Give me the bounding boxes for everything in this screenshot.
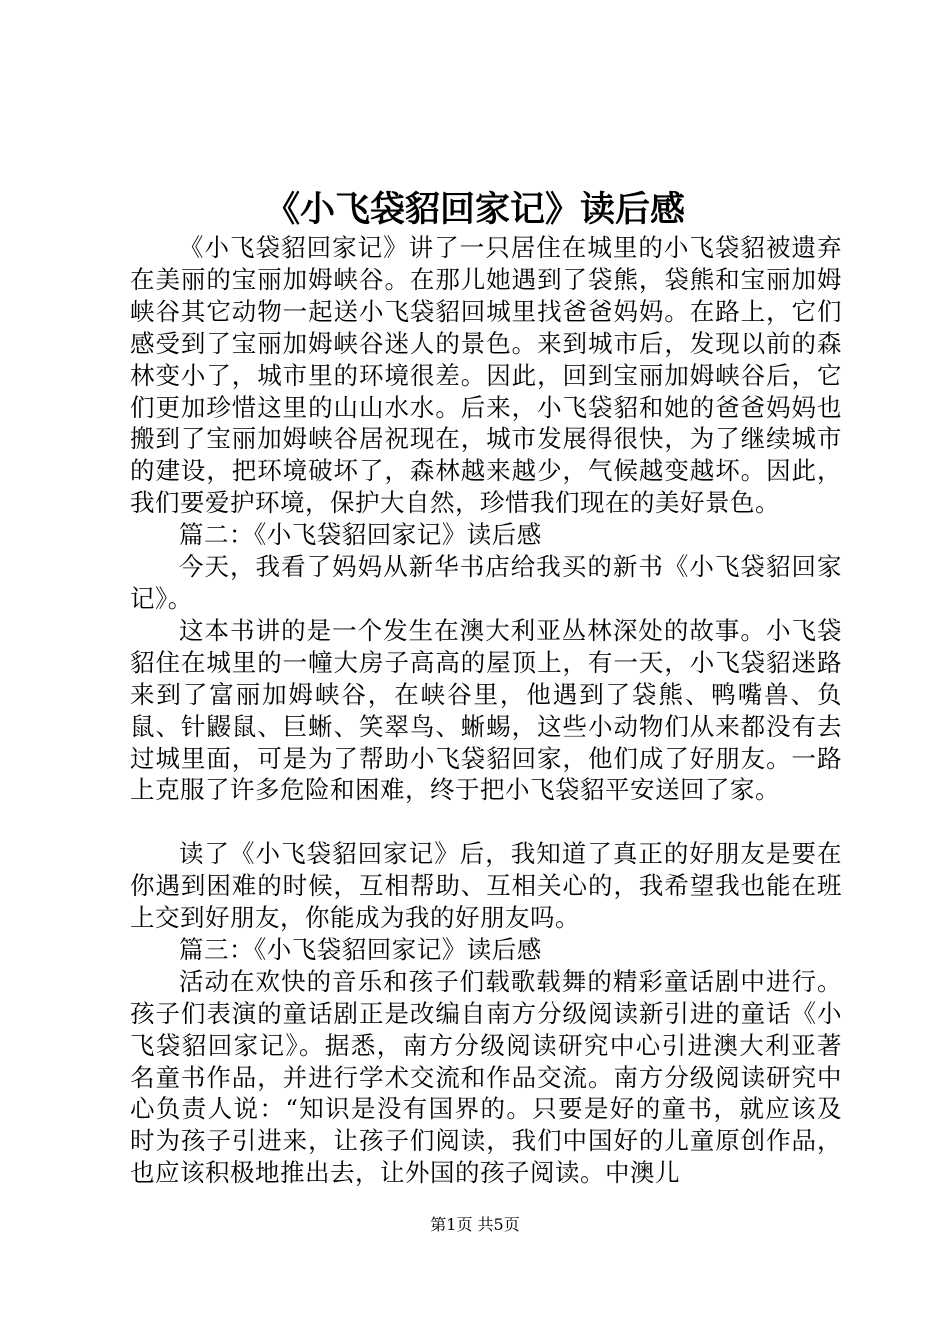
- paragraph-activity: 活动在欢快的音乐和孩子们载歌载舞的精彩童话剧中进行。孩子们表演的童话剧正是改编自南方分级阅读新引进的童话《小飞袋貂回家记》。据悉，南方分级阅读研究中心引进澳大利亚著名童书作品，并进行学术交流和作品交流。南方分级阅读研究中心负责人说：“知识是没有国界的。只要是好的童书，就应该及时为孩子引进来，让孩子们阅读，我们中国好的儿童原创作品，也应该积极地推出去，让外国的孩子阅读。中澳儿: [130, 966, 842, 1188]
- section-heading-part-two: 篇二：《小飞袋貂回家记》读后感: [179, 520, 542, 550]
- document-title: 《小飞袋貂回家记》读后感: [264, 190, 685, 230]
- document-body: [130, 232, 842, 1189]
- paragraph-reflection: 读了《小飞袋貂回家记》后，我知道了真正的好朋友是要在你遇到困难的时候，互相帮助、互相关心的，我希望我也能在班上交到好朋友，你能成为我的好朋友吗。: [130, 839, 842, 933]
- paragraph-story: 这本书讲的是一个发生在澳大利亚丛林深处的故事。小飞袋貂住在城里的一幢大房子高高的屋顶上，有一天，小飞袋貂迷路来到了富丽加姆峡谷，在峡谷里，他遇到了袋熊、鸭嘴兽、负鼠、针鼹鼠、巨蜥、笑翠鸟、蜥蜴，这些小动物们从来都没有去过城里面，可是为了帮助小飞袋貂回家，他们成了好朋友。一路上克服了许多危险和困难，终于把小飞袋貂平安送回了家。: [130, 615, 842, 805]
- paragraph-summary: 《小飞袋貂回家记》讲了一只居住在城里的小飞袋貂被遗弃在美丽的宝丽加姆峡谷。在那儿她遇到了袋熊，袋熊和宝丽加姆峡谷其它动物一起送小飞袋貂回城里找爸爸妈妈。在路上，它们感受到了宝丽加姆峡谷迷人的景色。来到城市后，发现以前的森林变小了，城市里的环境很差。因此，回到宝丽加姆峡谷后，它们更加珍惜这里的山山水水。后来，小飞袋貂和她的爸爸妈妈也搬到了宝丽加姆峡谷居祝现在，城市发展得很快，为了继续城市的建设，把环境破坏了，森林越来越少，气候越变越坏。因此，我们要爱护环境，保护大自然，珍惜我们现在的美好景色。: [130, 233, 842, 518]
- paragraph-new-book: 今天，我看了妈妈从新华书店给我买的新书《小飞袋貂回家记》。: [130, 552, 842, 613]
- page-number-footer: 第1页 共5页: [430, 1215, 520, 1234]
- section-heading-part-three: 篇三：《小飞袋貂回家记》读后感: [179, 934, 542, 964]
